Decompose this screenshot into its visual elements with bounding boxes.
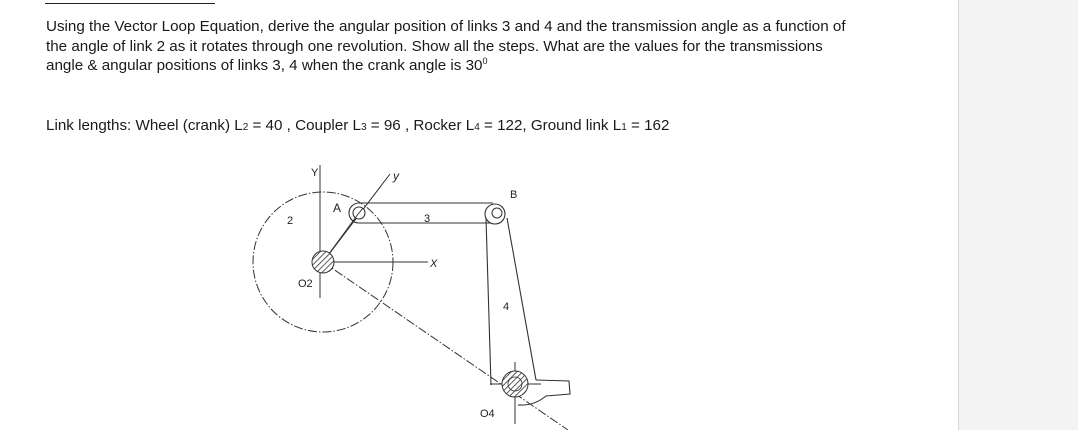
pivot-o2 — [312, 251, 334, 273]
problem-text: Using the Vector Loop Equation, derive the angular position of links 3 and 4 and the transmission angle as a function of the angle of link 2 as it rotates through one revolution. Show all the steps. What are the values for the transmissions angle & angular positions of links 3, 4 when the crank angle is 30 — [46, 18, 846, 74]
link-length-item: Ground link L1 = 162 — [530, 117, 670, 134]
link-length-item: Rocker L4 = 122, — [413, 117, 531, 134]
four-bar-linkage-figure — [0, 150, 958, 430]
pivot-label-o2: O2 — [298, 278, 313, 290]
point-label-a: A — [333, 201, 342, 215]
axis-label-y-local: y — [393, 169, 399, 183]
axis-label-x-global: X — [430, 258, 438, 270]
axis-label-y-global: Y — [311, 167, 319, 179]
pivot-o4 — [502, 371, 528, 397]
degree-mark: 0 — [482, 55, 488, 66]
ground-link-line — [323, 262, 568, 430]
point-label-b: B — [510, 189, 518, 201]
side-panel — [958, 0, 1078, 430]
link-label-2: 2 — [287, 215, 294, 227]
rocker-left-edge — [486, 218, 491, 385]
link-label-4: 4 — [503, 301, 510, 313]
problem-statement — [46, 17, 846, 76]
link-length-item: Link lengths: Wheel (crank) L2 = 40 , — [46, 117, 296, 134]
problem-header-underline — [45, 0, 215, 4]
link-length-item: Coupler L3 = 96 , — [295, 117, 414, 134]
link-label-3: 3 — [424, 213, 431, 225]
link-lengths — [46, 116, 846, 138]
rocker-right-edge — [507, 218, 536, 380]
joint-b — [492, 208, 502, 218]
pivot-label-o4: O4 — [480, 408, 495, 420]
